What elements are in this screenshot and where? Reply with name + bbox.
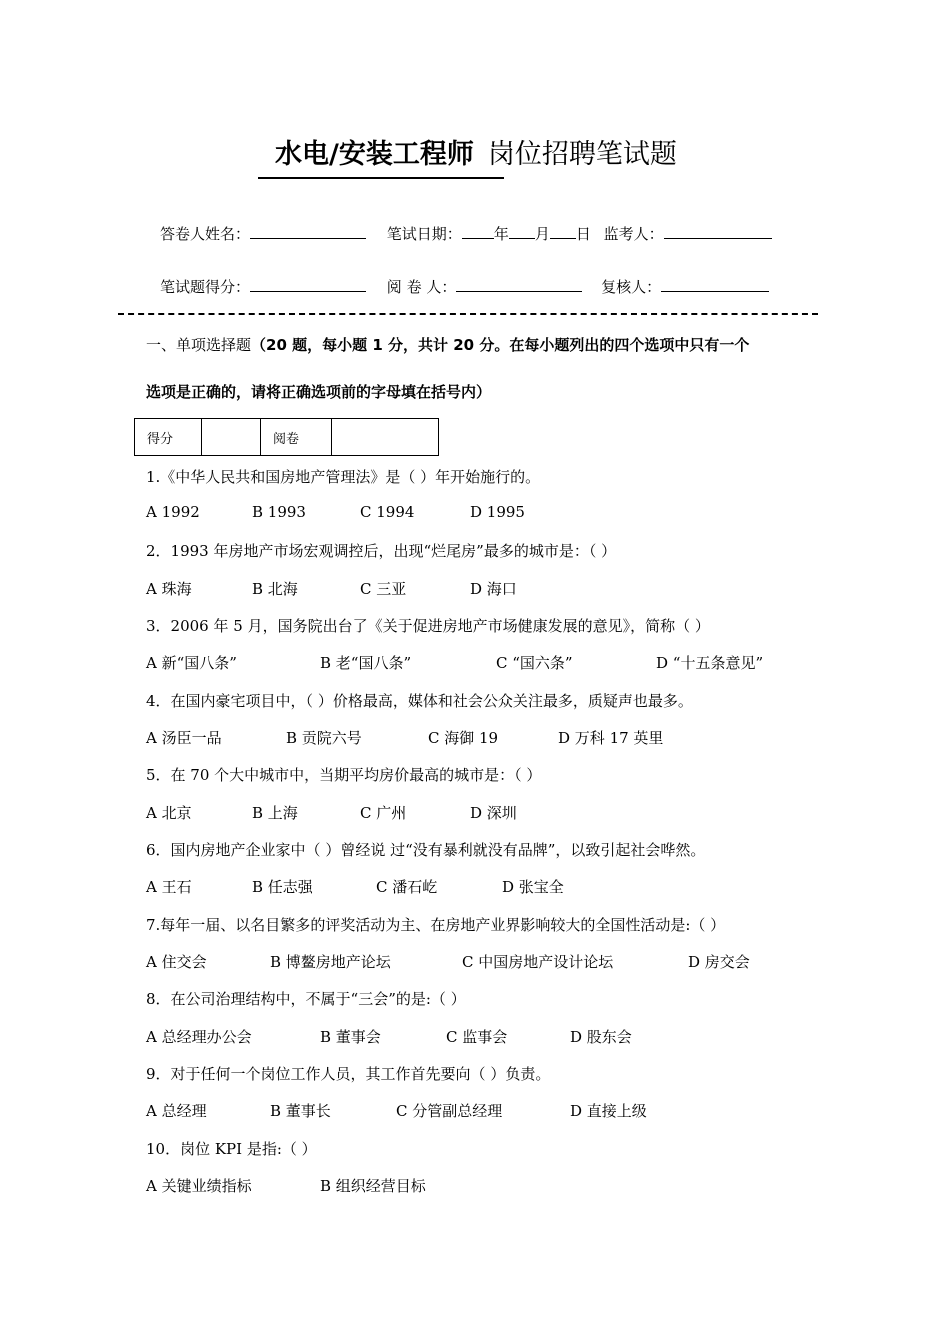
option-d[interactable]: D 房交会 — [688, 953, 750, 971]
option-a[interactable]: A 王石 — [146, 878, 192, 896]
option-b[interactable]: B 组织经营目标 — [320, 1177, 426, 1195]
option-a[interactable]: A 北京 — [146, 804, 192, 822]
question-6: 6．国内房地产企业家中（ ）曾经说 过“没有暴利就没有品牌”，以致引起社会哗然。 — [146, 841, 706, 859]
option-c[interactable]: C 监事会 — [446, 1028, 508, 1046]
info-row-1 — [160, 223, 772, 244]
grader-label: 阅 卷 人： — [386, 278, 457, 296]
page-title — [275, 132, 677, 171]
day-label: 日 — [575, 225, 591, 243]
section-title: 一、单项选择题 — [146, 336, 252, 354]
option-b[interactable]: B 老“国八条” — [320, 654, 412, 672]
option-d[interactable]: D 海口 — [470, 580, 517, 598]
proctor-label: 监考人： — [603, 225, 664, 243]
option-c[interactable]: C 1994 — [360, 503, 415, 521]
question-5: 5．在 70 个大中城市中，当期平均房价最高的城市是：（ ） — [146, 766, 542, 784]
option-c[interactable]: C 三亚 — [360, 580, 407, 598]
option-a[interactable]: A 总经理 — [146, 1102, 207, 1120]
score-table — [134, 418, 439, 456]
grader-cell-label: 阅卷 — [261, 419, 332, 456]
option-a[interactable]: A 住交会 — [146, 953, 207, 971]
score-label: 笔试题得分： — [160, 278, 251, 296]
score-cell-value[interactable] — [202, 419, 261, 456]
question-9: 9．对于任何一个岗位工作人员，其工作首先要向（ ）负责。 — [146, 1065, 551, 1083]
option-d[interactable]: D 万科 17 英里 — [558, 729, 664, 747]
score-field[interactable] — [250, 276, 366, 292]
dashed-separator — [118, 313, 818, 315]
option-b[interactable]: B 北海 — [252, 580, 298, 598]
option-d[interactable]: D 直接上级 — [570, 1102, 647, 1120]
title-position: 水电/安装工程师 — [275, 139, 474, 170]
question-3: 3．2006 年 5 月，国务院出台了《关于促进房地产市场健康发展的意见》，简称（ ） — [146, 617, 710, 635]
option-c[interactable]: C 中国房地产设计论坛 — [462, 953, 614, 971]
proctor-field[interactable] — [664, 223, 772, 239]
reviewer-label: 复核人： — [601, 278, 662, 296]
month-label: 月 — [534, 225, 550, 243]
question-1: 1.《中华人民共和国房地产管理法》是（ ）年开始施行的。 — [146, 468, 541, 486]
option-d[interactable]: D 深圳 — [470, 804, 517, 822]
option-a[interactable]: A 总经理办公会 — [146, 1028, 252, 1046]
year-label: 年 — [493, 225, 509, 243]
option-b[interactable]: B 1993 — [252, 503, 306, 521]
option-c[interactable]: C 广州 — [360, 804, 407, 822]
option-c[interactable]: C 分管副总经理 — [396, 1102, 503, 1120]
info-row-2 — [160, 276, 769, 297]
name-field[interactable] — [250, 223, 366, 239]
option-a[interactable]: A 关键业绩指标 — [146, 1177, 252, 1195]
option-a[interactable]: A 珠海 — [146, 580, 192, 598]
name-label: 答卷人姓名： — [160, 225, 251, 243]
option-b[interactable]: B 贡院六号 — [286, 729, 362, 747]
option-a[interactable]: A 新“国八条” — [146, 654, 237, 672]
title-underline — [258, 177, 504, 179]
section-heading — [146, 334, 749, 355]
question-10: 10．岗位 KPI 是指:（ ） — [146, 1140, 317, 1158]
option-c[interactable]: C 潘石屹 — [376, 878, 438, 896]
title-rest: 岗位招聘笔试题 — [487, 139, 677, 170]
option-b[interactable]: B 上海 — [252, 804, 298, 822]
month-field[interactable] — [509, 223, 535, 239]
section-instruction-2: 选项是正确的，请将正确选项前的字母填在括号内） — [146, 383, 492, 401]
section-instruction-1: （20 题，每小题 1 分，共计 20 分。在每小题列出的四个选项中只有一个 — [251, 336, 750, 354]
question-4: 4．在国内豪宅项目中，（ ）价格最高，媒体和社会公众关注最多，质疑声也最多。 — [146, 692, 693, 710]
option-b[interactable]: B 董事会 — [320, 1028, 381, 1046]
year-field[interactable] — [462, 223, 494, 239]
option-b[interactable]: B 任志强 — [252, 878, 313, 896]
option-d[interactable]: D 股东会 — [570, 1028, 632, 1046]
reviewer-field[interactable] — [661, 276, 769, 292]
score-cell-label: 得分 — [135, 419, 202, 456]
option-c[interactable]: C 海御 19 — [428, 729, 499, 747]
grader-cell-value[interactable] — [332, 419, 439, 456]
option-b[interactable]: B 董事长 — [270, 1102, 331, 1120]
option-d[interactable]: D 张宝全 — [502, 878, 564, 896]
day-field[interactable] — [550, 223, 576, 239]
option-c[interactable]: C “国六条” — [496, 654, 573, 672]
option-d[interactable]: D 1995 — [470, 503, 525, 521]
question-8: 8．在公司治理结构中，不属于“三会”的是:（ ） — [146, 990, 466, 1008]
option-d[interactable]: D “十五条意见” — [656, 654, 764, 672]
question-2: 2．1993 年房地产市场宏观调控后，出现“烂尾房”最多的城市是：（ ） — [146, 542, 617, 560]
question-7: 7.每年一届、以名目繁多的评奖活动为主、在房地产业界影响较大的全国性活动是:（ ） — [146, 916, 726, 934]
option-b[interactable]: B 博鳌房地产论坛 — [270, 953, 391, 971]
option-a[interactable]: A 汤臣一品 — [146, 729, 222, 747]
option-a[interactable]: A 1992 — [146, 503, 200, 521]
grader-field[interactable] — [456, 276, 582, 292]
date-label: 笔试日期： — [386, 225, 462, 243]
